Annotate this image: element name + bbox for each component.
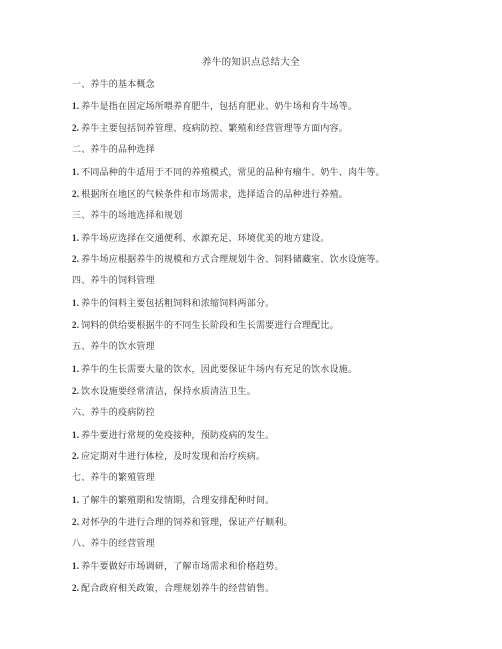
list-item [72, 582, 274, 595]
item-number: 2. [72, 254, 80, 264]
item-number: 2. [72, 386, 80, 396]
section-heading: 八、养牛的经营管理 [72, 539, 155, 549]
list-item [72, 100, 357, 113]
list-item [72, 363, 357, 376]
item-number: 1. [72, 561, 80, 571]
document-title: 养牛的知识点总结大全 [201, 57, 300, 68]
section-heading: 二、养牛的品种选择 [72, 145, 155, 155]
item-text: 养牛是指在固定场所喂养育肥牛，包括育肥业、奶牛场和育牛场等。 [81, 102, 358, 112]
section-heading: 五、养牛的饮水管理 [72, 342, 155, 352]
list-item [72, 232, 330, 245]
list-item [72, 385, 256, 398]
list-item [72, 560, 284, 573]
item-text: 养牛要做好市场调研，了解市场需求和价格趋势。 [81, 562, 284, 572]
item-number: 2. [72, 517, 80, 527]
section-heading: 七、养牛的繁殖管理 [72, 473, 155, 483]
item-text: 配合政府相关政策，合理规划养牛的经营销售。 [81, 584, 275, 594]
list-item [72, 122, 348, 135]
item-number: 2. [72, 451, 80, 461]
list-item [72, 319, 339, 332]
section-heading: 三、养牛的场地选择和规划 [72, 211, 183, 221]
item-number: 1. [72, 364, 80, 374]
list-item [72, 188, 348, 201]
item-number: 2. [72, 320, 80, 330]
item-text: 对怀孕的牛进行合理的饲养和管理，保证产仔顺利。 [81, 518, 293, 528]
item-text: 应定期对牛进行体检，及时发现和治疗疾病。 [81, 452, 266, 462]
list-item [72, 166, 385, 179]
item-number: 2. [72, 189, 80, 199]
item-text: 养牛要进行常规的免疫接种，预防疫病的发生。 [81, 431, 275, 441]
item-text: 饮水设施要经常清洁，保持水质清洁卫生。 [81, 387, 256, 397]
item-number: 1. [72, 495, 80, 505]
item-text: 养牛的饲料主要包括粗饲料和浓缩饲料两部分。 [81, 299, 275, 309]
item-text: 养牛主要包括饲养管理、疫病防控、繁殖和经营管理等方面内容。 [81, 124, 348, 134]
item-number: 1. [72, 101, 80, 111]
item-number: 1. [72, 233, 80, 243]
item-text: 养牛的生长需要大量的饮水，因此要保证牛场内有充足的饮水设施。 [81, 365, 358, 375]
section-heading: 六、养牛的疫病防控 [72, 408, 155, 418]
item-number: 1. [72, 430, 80, 440]
item-text: 根据所在地区的气候条件和市场需求，选择适合的品种进行养殖。 [81, 190, 348, 200]
list-item [72, 297, 274, 310]
section-heading: 四、养牛的饲料管理 [72, 276, 155, 286]
item-number: 1. [72, 167, 80, 177]
item-number: 2. [72, 123, 80, 133]
list-item [72, 450, 265, 463]
item-number: 2. [72, 583, 80, 593]
list-item [72, 494, 274, 507]
item-number: 1. [72, 298, 80, 308]
item-text: 养牛场应选择在交通便利、水源充足、环境优美的地方建设。 [81, 234, 330, 244]
item-text: 饲料的供给要根据牛的不同生长阶段和生长需要进行合理配比。 [81, 321, 339, 331]
list-item [72, 516, 293, 529]
list-item [72, 429, 274, 442]
item-text: 不同品种的牛适用于不同的养殖模式，常见的品种有瘤牛、奶牛、肉牛等。 [81, 168, 385, 178]
list-item [72, 253, 385, 266]
section-heading: 一、养牛的基本概念 [72, 80, 155, 90]
item-text: 了解牛的繁殖期和发情期，合理安排配种时间。 [81, 496, 275, 506]
item-text: 养牛场应根据养牛的规模和方式合理规划牛舍、饲料储藏室、饮水设施等。 [81, 255, 385, 265]
